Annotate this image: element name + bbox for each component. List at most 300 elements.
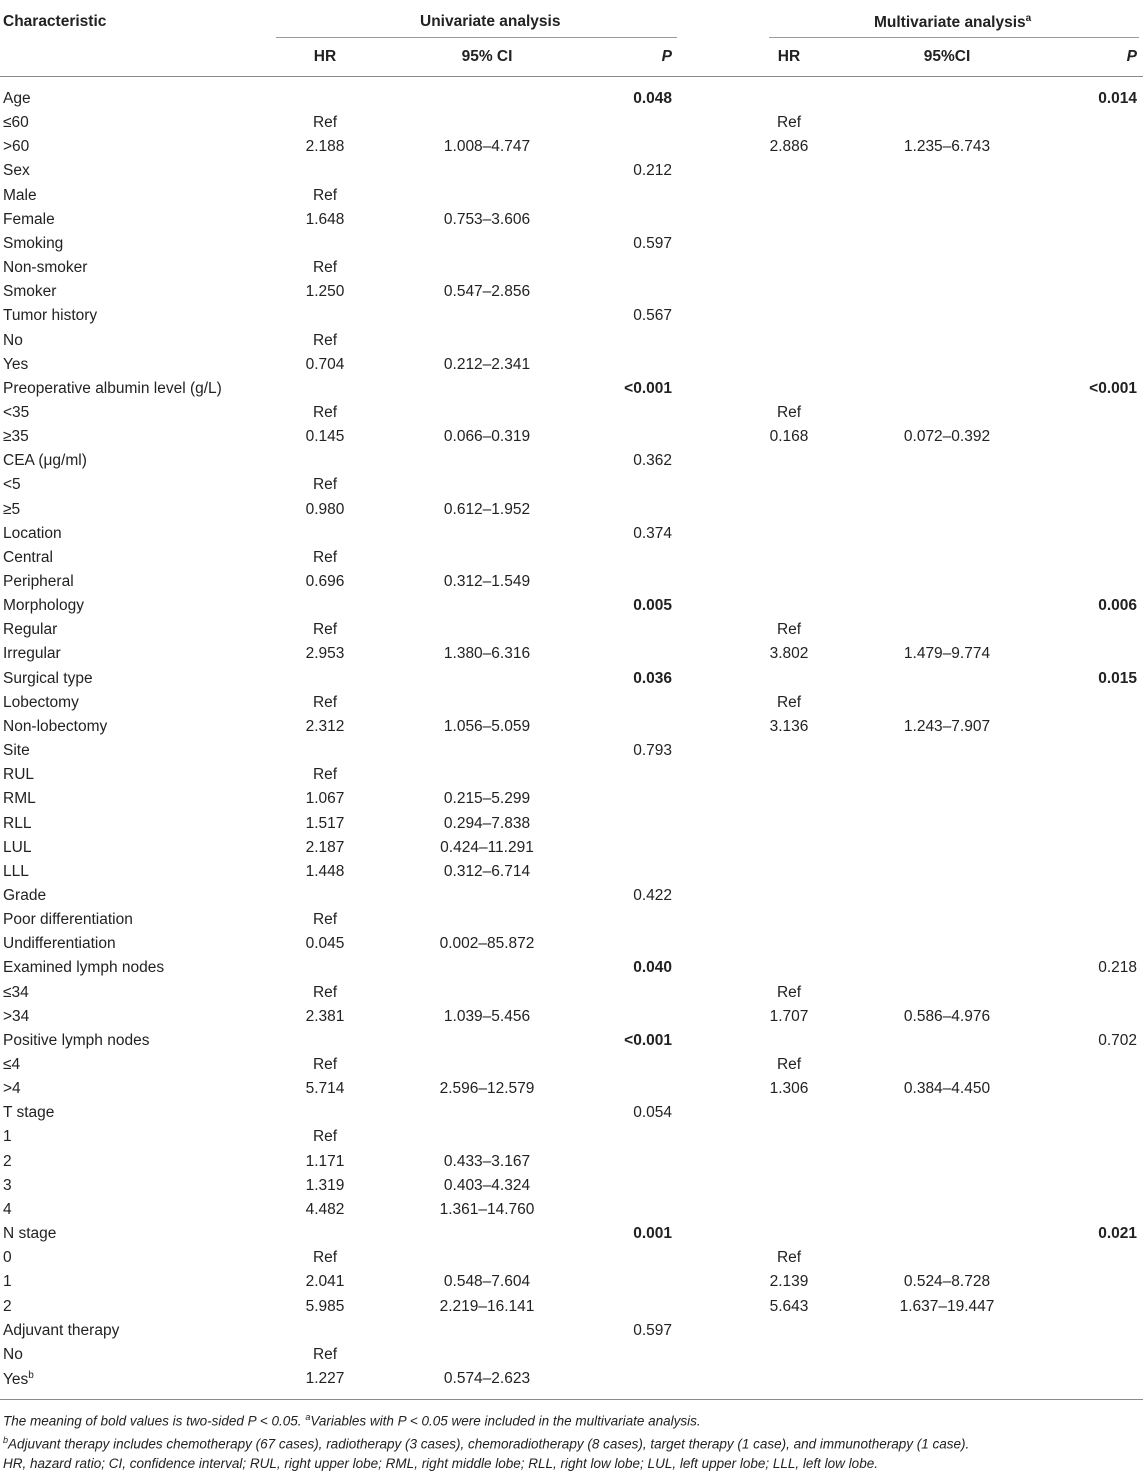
row-characteristic-text: Male <box>3 186 37 204</box>
header-multivariate <box>874 13 1031 32</box>
row-uni-hr-text: 0.696 <box>305 573 345 590</box>
row-multi-hr <box>740 1080 838 1098</box>
table-row <box>0 956 1143 980</box>
row-uni-hr-text: 2.187 <box>305 838 345 856</box>
row-multi-hr-text: 3.136 <box>769 717 809 735</box>
row-multi-p-text: 0.015 <box>1098 669 1137 687</box>
row-uni-ci <box>414 501 560 519</box>
row-multi-ci <box>874 1298 1020 1316</box>
row-uni-ci <box>414 718 560 736</box>
row-uni-p-text: 0.005 <box>633 597 672 615</box>
bottom-rule <box>0 1399 1143 1400</box>
table-row <box>0 691 1143 715</box>
row-multi-ci-text: 1.243–7.907 <box>903 717 991 735</box>
row-uni-hr <box>276 1080 374 1098</box>
row-characteristic <box>3 138 29 156</box>
row-uni-hr <box>276 138 374 156</box>
row-multi-p <box>1098 959 1137 977</box>
row-uni-hr <box>276 718 374 736</box>
row-characteristic <box>3 1032 149 1050</box>
row-multi-hr <box>740 984 838 1002</box>
header-multi-ci: 95%CI <box>923 48 971 65</box>
row-uni-p <box>633 959 672 977</box>
row-characteristic-text: T stage <box>3 1104 55 1122</box>
row-characteristic-text: Age <box>3 90 31 107</box>
row-characteristic <box>3 839 31 857</box>
footnote-1-text-a: The meaning of bold values is two-sided P < 0.05. <box>3 1413 302 1429</box>
row-characteristic-text: Location <box>3 524 62 542</box>
row-uni-ci-text: 1.008–4.747 <box>443 138 531 156</box>
row-characteristic <box>3 380 222 398</box>
row-multi-hr-text: 5.643 <box>769 1297 809 1315</box>
row-multi-ci-text: 0.586–4.976 <box>903 1007 991 1025</box>
row-characteristic <box>3 1346 23 1364</box>
row-characteristic <box>3 670 93 688</box>
table-row <box>0 232 1143 256</box>
row-uni-p-text: <0.001 <box>624 1031 672 1049</box>
row-uni-hr <box>276 1273 374 1291</box>
row-multi-hr <box>740 428 838 446</box>
table-row <box>0 522 1143 546</box>
row-characteristic-text: LUL <box>3 838 32 856</box>
row-uni-hr <box>276 863 374 881</box>
row-uni-hr-text: 2.041 <box>305 1273 345 1291</box>
row-multi-ci-text: 0.072–0.392 <box>903 428 991 446</box>
header-multivariate-sup: a <box>1025 13 1032 24</box>
row-uni-p-text: 0.793 <box>633 742 672 760</box>
row-multi-hr-text: Ref <box>776 1249 802 1267</box>
table-row <box>0 401 1143 425</box>
row-characteristic <box>3 718 107 736</box>
row-uni-hr <box>276 476 374 494</box>
row-uni-ci <box>414 138 560 156</box>
row-characteristic-text: Site <box>3 742 30 760</box>
row-uni-hr-text: Ref <box>312 1345 338 1363</box>
row-uni-p <box>624 1032 672 1050</box>
row-uni-hr-text: 1.648 <box>305 210 345 228</box>
row-uni-ci-text: 0.312–1.549 <box>443 573 531 590</box>
table-row <box>0 498 1143 522</box>
row-characteristic <box>3 476 21 494</box>
row-multi-hr <box>740 621 838 639</box>
row-uni-ci-text: 2.596–12.579 <box>439 1080 535 1098</box>
table-row <box>0 449 1143 473</box>
row-characteristic-text: 0 <box>3 1249 12 1267</box>
row-characteristic <box>3 597 84 615</box>
row-characteristic <box>3 1370 34 1389</box>
row-multi-hr <box>740 1298 838 1316</box>
univariate-underline <box>276 37 677 38</box>
row-uni-hr-text: Ref <box>312 911 338 929</box>
row-uni-ci <box>414 645 560 663</box>
row-uni-ci-text: 0.424–11.291 <box>440 838 534 856</box>
row-multi-hr <box>740 114 838 132</box>
row-uni-ci <box>414 1177 560 1195</box>
row-uni-ci-text: 0.066–0.319 <box>443 428 531 446</box>
row-characteristic-text: No <box>3 1345 23 1363</box>
row-uni-hr <box>276 1177 374 1195</box>
row-multi-p-text: <0.001 <box>1089 379 1137 397</box>
row-characteristic-sup: b <box>28 1369 34 1381</box>
row-uni-ci-text: 0.753–3.606 <box>443 210 531 228</box>
header-univariate: Univariate analysis <box>420 13 561 30</box>
table-row <box>0 836 1143 860</box>
row-uni-hr <box>276 1201 374 1219</box>
row-characteristic-text: 4 <box>3 1200 12 1218</box>
row-uni-hr <box>276 549 374 567</box>
row-uni-p-text: 0.362 <box>633 452 672 470</box>
row-uni-hr <box>276 573 374 591</box>
row-uni-ci-text: 1.039–5.456 <box>443 1007 531 1025</box>
multivariate-underline <box>769 37 1139 38</box>
row-characteristic <box>3 766 34 784</box>
row-characteristic-text: Positive lymph nodes <box>3 1031 150 1049</box>
row-characteristic-text: Central <box>3 548 53 566</box>
table-row <box>0 618 1143 642</box>
table-footnotes <box>3 1408 1138 1474</box>
row-multi-p-text: 0.218 <box>1098 959 1137 977</box>
row-uni-hr-text: 5.985 <box>305 1297 345 1315</box>
row-characteristic <box>3 259 87 277</box>
row-characteristic <box>3 549 53 567</box>
row-characteristic <box>3 1322 119 1340</box>
row-multi-ci-text: 1.637–19.447 <box>899 1297 995 1315</box>
row-uni-hr <box>276 935 374 953</box>
row-uni-ci <box>414 815 560 833</box>
row-uni-p-text: 0.054 <box>633 1104 672 1122</box>
table-row <box>0 111 1143 135</box>
row-characteristic-text: Smoking <box>3 234 64 252</box>
header-uni-p: P <box>661 48 672 65</box>
row-uni-hr <box>276 211 374 229</box>
table-row <box>0 1367 1143 1391</box>
row-uni-ci-text: 0.312–6.714 <box>443 862 531 880</box>
row-uni-hr <box>276 911 374 929</box>
row-characteristic-text: 3 <box>3 1176 12 1194</box>
table-row <box>0 884 1143 908</box>
row-multi-p <box>1098 670 1137 688</box>
row-uni-hr-text: Ref <box>312 403 338 421</box>
row-uni-hr-text: Ref <box>312 259 338 277</box>
row-uni-ci <box>414 283 560 301</box>
row-uni-ci <box>414 1153 560 1171</box>
row-uni-p-text: 0.567 <box>633 307 672 325</box>
row-uni-p <box>624 380 672 398</box>
table-row <box>0 304 1143 328</box>
row-characteristic <box>3 114 29 132</box>
table-row <box>0 739 1143 763</box>
table-row <box>0 1077 1143 1101</box>
header-multi-hr: HR <box>777 48 801 65</box>
row-characteristic <box>3 501 20 519</box>
row-uni-p-text: 0.001 <box>633 1225 672 1243</box>
row-characteristic-text: Non-lobectomy <box>3 717 108 735</box>
row-uni-hr-text: 2.381 <box>305 1007 345 1025</box>
row-uni-hr-text: 1.171 <box>305 1152 345 1170</box>
row-uni-hr-text: 4.482 <box>305 1200 345 1218</box>
row-multi-hr <box>740 138 838 156</box>
row-uni-hr <box>276 114 374 132</box>
row-characteristic-text: >60 <box>3 138 30 156</box>
row-characteristic-text: No <box>3 331 23 349</box>
row-uni-hr-text: 2.188 <box>305 138 345 156</box>
table-row <box>0 570 1143 594</box>
table-row <box>0 1319 1143 1343</box>
row-uni-hr-text: Ref <box>312 114 338 132</box>
row-uni-hr <box>276 694 374 712</box>
row-characteristic-text: ≥5 <box>3 500 21 518</box>
row-uni-hr-text: 2.312 <box>305 717 345 735</box>
table-row <box>0 546 1143 570</box>
table-row <box>0 1246 1143 1270</box>
table-row <box>0 1125 1143 1149</box>
row-uni-p-text: 0.597 <box>633 234 672 252</box>
header-uni-ci: 95% CI <box>461 48 513 65</box>
footnote-2-text: Adjuvant therapy includes chemotherapy (67 cases), radiotherapy (3 cases), chemoradiotherapy (8 cases), target therapy (1 case), and immunotherapy (1 case). <box>8 1436 970 1452</box>
row-characteristic-text: Peripheral <box>3 573 74 590</box>
row-multi-ci <box>874 428 1020 446</box>
row-characteristic-text: Tumor history <box>3 307 98 325</box>
row-uni-ci <box>414 211 560 229</box>
row-characteristic-text: 2 <box>3 1297 12 1315</box>
table-row <box>0 860 1143 884</box>
row-uni-ci-text: 0.294–7.838 <box>443 814 531 832</box>
row-multi-p <box>1098 1032 1137 1050</box>
row-uni-hr-text: 5.714 <box>305 1080 345 1098</box>
row-uni-hr-text: Ref <box>312 693 338 711</box>
row-uni-ci-text: 0.433–3.167 <box>443 1152 531 1170</box>
row-characteristic-text: ≥35 <box>3 428 29 446</box>
header-characteristic: Characteristic <box>3 13 107 30</box>
row-uni-p <box>633 1104 672 1122</box>
row-uni-ci <box>414 863 560 881</box>
row-uni-hr <box>276 1056 374 1074</box>
row-characteristic <box>3 1249 12 1267</box>
footnote-1 <box>3 1408 1138 1431</box>
row-characteristic <box>3 404 29 422</box>
row-multi-hr <box>740 1273 838 1291</box>
row-characteristic-text: LLL <box>3 862 29 880</box>
row-uni-p <box>633 307 672 325</box>
row-multi-ci-text: 1.235–6.743 <box>903 138 991 156</box>
row-uni-ci <box>414 839 560 857</box>
row-uni-p <box>633 1322 672 1340</box>
row-uni-hr <box>276 501 374 519</box>
row-multi-ci <box>874 138 1020 156</box>
row-uni-hr <box>276 1128 374 1146</box>
row-characteristic <box>3 911 133 929</box>
row-characteristic <box>3 1201 12 1219</box>
row-characteristic <box>3 887 46 905</box>
row-characteristic <box>3 959 164 977</box>
row-multi-ci <box>874 645 1020 663</box>
row-uni-hr-text: Ref <box>312 476 338 494</box>
row-uni-hr-text: 2.953 <box>305 645 345 663</box>
row-characteristic <box>3 1298 12 1316</box>
row-uni-ci-text: 0.215–5.299 <box>443 790 531 808</box>
row-characteristic <box>3 694 79 712</box>
row-multi-ci <box>874 718 1020 736</box>
row-uni-hr-text: 1.448 <box>305 862 345 880</box>
row-multi-p-text: 0.014 <box>1098 90 1137 107</box>
row-characteristic <box>3 1153 12 1171</box>
table-row <box>0 787 1143 811</box>
row-characteristic-text: ≤4 <box>3 1056 21 1073</box>
row-characteristic-text: >34 <box>3 1007 30 1025</box>
row-uni-ci <box>414 1298 560 1316</box>
row-characteristic-text: Non-smoker <box>3 259 88 277</box>
row-characteristic-text: 2 <box>3 1152 12 1170</box>
row-characteristic-text: Irregular <box>3 645 61 663</box>
footnote-1-text-b: Variables with P < 0.05 were included in the multivariate analysis. <box>310 1413 701 1429</box>
row-characteristic-text: Morphology <box>3 597 84 615</box>
footnote-2 <box>3 1431 1138 1454</box>
row-characteristic-text: Examined lymph nodes <box>3 959 165 977</box>
row-uni-hr <box>276 332 374 350</box>
row-characteristic-text: 1 <box>3 1128 12 1146</box>
row-characteristic <box>3 356 28 374</box>
row-uni-hr <box>276 1346 374 1364</box>
row-uni-p-text: 0.040 <box>633 959 672 977</box>
row-uni-ci-text: 1.361–14.760 <box>439 1200 535 1218</box>
row-uni-ci <box>414 790 560 808</box>
row-multi-hr-text: 3.802 <box>769 645 809 663</box>
table-row <box>0 642 1143 666</box>
row-characteristic <box>3 428 29 446</box>
row-characteristic-text: Surgical type <box>3 669 93 687</box>
table-row <box>0 908 1143 932</box>
row-characteristic <box>3 187 37 205</box>
row-uni-hr <box>276 1249 374 1267</box>
row-multi-hr <box>740 1056 838 1074</box>
row-uni-ci <box>414 1273 560 1291</box>
row-characteristic <box>3 1104 54 1122</box>
header-rule <box>0 76 1143 77</box>
row-uni-hr-text: 0.145 <box>305 428 345 446</box>
row-multi-ci-text: 0.524–8.728 <box>903 1273 991 1291</box>
row-characteristic-text: ≤60 <box>3 114 29 132</box>
row-uni-p-text: <0.001 <box>624 379 672 397</box>
row-multi-hr-text: 2.886 <box>769 138 809 156</box>
row-characteristic-text: CEA (μg/ml) <box>3 452 87 470</box>
row-uni-hr-text: Ref <box>312 548 338 566</box>
row-multi-ci-text: 1.479–9.774 <box>903 645 991 663</box>
table-row <box>0 353 1143 377</box>
table-row <box>0 932 1143 956</box>
row-characteristic-text: ≤34 <box>3 983 29 1001</box>
row-multi-ci-text: 0.384–4.450 <box>903 1080 991 1098</box>
row-uni-hr <box>276 259 374 277</box>
row-characteristic <box>3 307 97 325</box>
row-characteristic-text: Grade <box>3 886 47 904</box>
table-row <box>0 256 1143 280</box>
row-characteristic <box>3 283 56 301</box>
row-multi-p-text: 0.021 <box>1098 1225 1137 1243</box>
row-uni-ci <box>414 573 560 591</box>
row-uni-hr <box>276 645 374 663</box>
row-multi-hr-text: Ref <box>776 1056 802 1073</box>
table-row <box>0 280 1143 304</box>
table-row <box>0 715 1143 739</box>
row-multi-p <box>1098 597 1137 615</box>
row-uni-hr-text: Ref <box>312 1249 338 1267</box>
row-characteristic <box>3 935 116 953</box>
row-uni-hr-text: 1.067 <box>305 790 345 808</box>
row-multi-hr <box>740 694 838 712</box>
row-uni-hr <box>276 984 374 1002</box>
row-characteristic <box>3 1080 21 1098</box>
row-uni-hr-text: 1.227 <box>305 1369 345 1387</box>
footnote-3 <box>3 1454 1138 1474</box>
table-row <box>0 594 1143 618</box>
row-characteristic <box>3 452 87 470</box>
row-multi-hr-text: 1.707 <box>769 1007 809 1025</box>
row-characteristic <box>3 1008 29 1026</box>
row-characteristic-text: Smoker <box>3 283 57 301</box>
row-uni-ci-text: 0.574–2.623 <box>443 1369 531 1387</box>
footnote-1-sup: a <box>305 1412 311 1422</box>
table-row <box>0 208 1143 232</box>
row-uni-hr-text: 0.980 <box>305 500 345 518</box>
table-row <box>0 87 1143 111</box>
row-uni-hr-text: 0.045 <box>305 935 345 953</box>
row-characteristic-text: Poor differentiation <box>3 911 133 929</box>
row-characteristic-text: 1 <box>3 1273 12 1291</box>
row-multi-hr-text: Ref <box>776 621 802 639</box>
table-row <box>0 1101 1143 1125</box>
row-uni-hr <box>276 187 374 205</box>
row-uni-ci-text: 0.548–7.604 <box>443 1273 531 1291</box>
row-uni-ci <box>414 1370 560 1388</box>
row-characteristic-text: Sex <box>3 162 30 180</box>
row-uni-hr <box>276 1370 374 1388</box>
table-row <box>0 377 1143 401</box>
row-characteristic-text: Regular <box>3 621 58 639</box>
row-uni-ci <box>414 356 560 374</box>
row-characteristic-text: Preoperative albumin level (g/L) <box>3 379 222 397</box>
row-characteristic <box>3 645 61 663</box>
row-multi-hr <box>740 404 838 422</box>
row-uni-p-text: 0.374 <box>633 524 672 542</box>
row-uni-hr <box>276 621 374 639</box>
row-uni-p-text: 0.212 <box>633 162 672 180</box>
header-multi-p: P <box>1126 48 1137 65</box>
row-uni-ci-text: 1.056–5.059 <box>443 717 531 735</box>
row-uni-ci <box>414 935 560 953</box>
row-uni-ci <box>414 1080 560 1098</box>
row-characteristic-text: RLL <box>3 814 32 832</box>
row-characteristic-text: <5 <box>3 476 21 494</box>
footnote-2-sup: b <box>3 1435 9 1445</box>
row-uni-ci <box>414 428 560 446</box>
table-row <box>0 135 1143 159</box>
row-multi-ci <box>874 1008 1020 1026</box>
table-row <box>0 1174 1143 1198</box>
row-uni-p <box>633 597 672 615</box>
row-multi-ci <box>874 1273 1020 1291</box>
table-row <box>0 763 1143 787</box>
row-uni-hr-text: 1.319 <box>305 1176 345 1194</box>
row-multi-p <box>1089 380 1137 398</box>
row-uni-p <box>633 1225 672 1243</box>
row-characteristic-text: Undifferentiation <box>3 935 116 953</box>
table-row <box>0 1222 1143 1246</box>
row-uni-hr-text: Ref <box>312 766 338 784</box>
row-uni-p <box>633 90 672 108</box>
row-characteristic <box>3 1128 12 1146</box>
table-row <box>0 1053 1143 1077</box>
table-row <box>0 812 1143 836</box>
